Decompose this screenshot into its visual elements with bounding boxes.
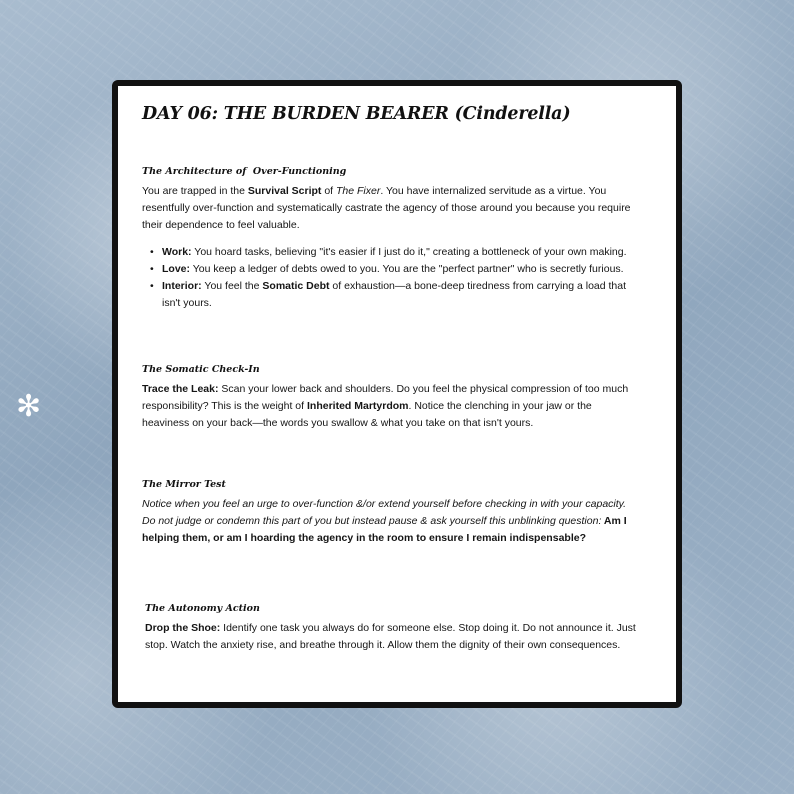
bullet-label: Love: [162,263,191,275]
autonomy-section [145,603,641,654]
trace-the-leak-label: Trace the Leak: [142,383,219,395]
bullet-icon: • [150,280,154,292]
architecture-bullet-list [142,244,638,312]
architecture-heading: The Architecture of Over-Functioning [142,166,347,177]
mirror-section [142,479,638,547]
autonomy-paragraph [145,620,641,654]
survival-script-term: Survival Script [247,185,322,197]
bullet-icon: • [150,263,154,275]
somatic-heading: The Somatic Check-In [142,364,260,375]
somatic-section [142,364,638,432]
bullet-text: of exhaustion—a bone-deep tiredness from carrying a load that isn't yours. [162,280,627,309]
text-run: . You have internalized servitude as a virtue. You resentfully over-function and systematically castrate the agency of those around you because you require their dependence to feel valuable. [142,185,631,231]
somatic-debt-term: Somatic Debt [262,280,330,292]
list-item [150,244,638,261]
text-run: You are trapped in the [142,185,248,197]
text-run: Identify one task you always do for someone else. Stop doing it. Do not announce it. Just stop. Watch the anxiety rise, and breathe through it. Allow them the dignity of their own consequences. [145,622,636,651]
mirror-prompt-text: Notice when you feel an urge to over-function &/or extend yourself before checking in with your capacity. Do not judge or condemn this part of you but instead pause & ask yourself this unblinking question: [142,498,627,527]
text-run: Scan your lower back and shoulders. Do you feel the physical compression of too much responsibility? This is the weight of [142,383,629,412]
worksheet-card [112,80,682,708]
bullet-label: Work: [162,246,192,258]
bullet-text: You keep a ledger of debts owed to you. You are the "perfect partner" who is secretly furious. [190,263,624,275]
bullet-label: Interior: [162,280,202,292]
inherited-martyrdom-term: Inherited Martyrdom [306,400,409,412]
bullet-text: You feel the [201,280,263,292]
architecture-paragraph [142,183,638,234]
mirror-paragraph [142,496,638,547]
mirror-heading: The Mirror Test [142,479,226,490]
text-run: of [321,185,336,197]
mirror-question: Am I helping them, or am I hoarding the agency in the room to ensure I remain indispensable? [142,515,627,544]
list-item [150,278,638,312]
text-run: . Notice the clenching in your jaw or the heaviness on your back—the words you swallow & what you take on that isn't yours. [142,400,592,429]
bullet-icon: • [150,246,154,258]
autonomy-heading: The Autonomy Action [145,603,260,614]
the-fixer-term: The Fixer [336,185,381,197]
list-item [150,261,638,278]
page-title: DAY 06: THE BURDEN BEARER (Cinderella) [142,104,571,124]
somatic-paragraph [142,381,638,432]
snowflake-icon: ✻ [16,389,42,424]
bullet-text: You hoard tasks, believing "it's easier if I just do it," creating a bottleneck of your own making. [191,246,627,258]
architecture-section [142,166,638,312]
drop-the-shoe-label: Drop the Shoe: [145,622,221,634]
